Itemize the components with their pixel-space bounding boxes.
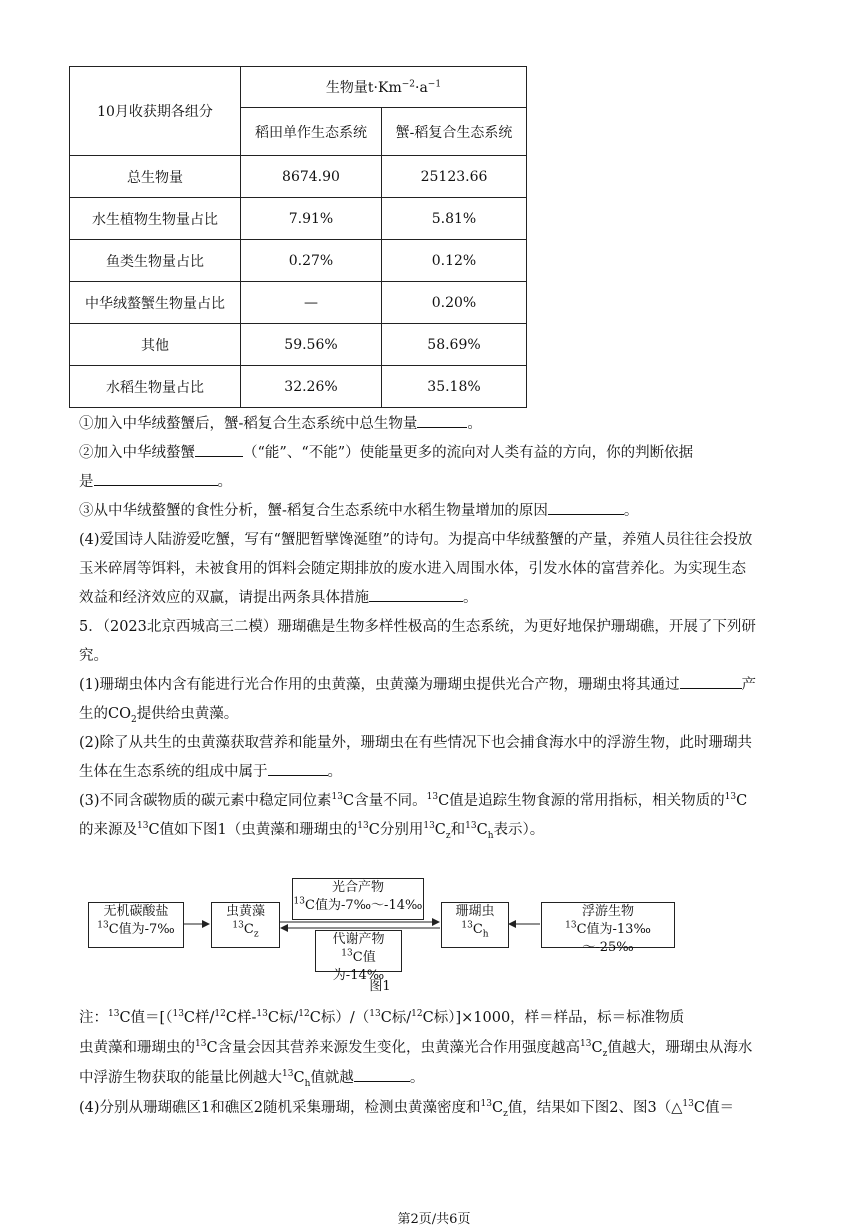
row-label: 其他 xyxy=(70,324,241,366)
row-value-2: 5.81% xyxy=(382,198,527,240)
problem-5-line-2: 究。 xyxy=(79,648,108,664)
row-label: 总生物量 xyxy=(70,156,241,198)
row-value-2: 35.18% xyxy=(382,366,527,408)
question-2-cont: 是 。 xyxy=(79,474,232,490)
sub-1-line-1: (1)珊瑚虫体内含有能进行光合作用的虫黄藻，虫黄藻为珊瑚虫提供光合产物，珊瑚虫将其通过 产 xyxy=(79,677,757,693)
table-col2-header: 蟹-稻复合生态系统 xyxy=(382,108,527,156)
row-value-2: 58.69% xyxy=(382,324,527,366)
row-value-1: 32.26% xyxy=(241,366,382,408)
row-value-2: 0.12% xyxy=(382,240,527,282)
box-photosynthetic-products: 光合产物 $^{13}$C值为-7‰～-14‰ xyxy=(292,878,424,920)
box-zooxanthellae: 虫黄藻 $^{13}C_z$ xyxy=(211,902,280,948)
sub-1-line-2: 生的$CO_2$提供给虫黄藻。 xyxy=(79,706,239,725)
question-2: ②加入中华绒螯蟹 （“能”、“不能”）使能量更多的流向对人类有益的方向，你的判断依据 xyxy=(79,445,694,461)
question-1: ①加入中华绒螯蟹后，蟹-稻复合生态系统中总生物量 。 xyxy=(79,416,482,432)
para-4-line-1: (4)爱国诗人陆游爱吃蟹，写有“蟹肥暂擘馋涎堕”的诗句。为提高中华绒螯蟹的产量，养殖人员往往会投放 xyxy=(79,532,753,548)
table-corner: 10月收获期各组分 xyxy=(70,67,241,156)
box-inorganic-carbonate: 无机碳酸盐 $^{13}$C值为-7‰ xyxy=(88,902,184,948)
row-value-1: — xyxy=(241,282,382,324)
para-4-line-3: 效益和经济效应的双赢，请提出两条具体措施 。 xyxy=(79,590,478,606)
sub-2-line-1: (2)除了从共生的虫黄藻获取营养和能量外，珊瑚虫在有些情况下也会捕食海水中的浮游生物，此时珊瑚共 xyxy=(79,735,753,751)
box-metabolic-products: 代谢产物 $^{13}$C值为-14‰ xyxy=(315,930,402,972)
question-3: ③从中华绒螯蟹的食性分析，蟹-稻复合生态系统中水稻生物量增加的原因 。 xyxy=(79,503,639,519)
row-label: 鱼类生物量占比 xyxy=(70,240,241,282)
row-value-2: 0.20% xyxy=(382,282,527,324)
row-value-1: 59.56% xyxy=(241,324,382,366)
sub-4-line-1: (4)分别从珊瑚礁区1和礁区2随机采集珊瑚，检测虫黄藻密度和$^{13}C_z$值，结果如下图2、图3（△$^{13}$C值＝ xyxy=(79,1099,734,1119)
page-footer: 第2页/共6页 xyxy=(397,1212,471,1227)
para-4-line-2: 玉米碎屑等饵料，未被食用的饵料会随定期排放的废水进入周围水体，引发水体的富营养化。为实现生态 xyxy=(79,561,746,577)
row-value-2: 25123.66 xyxy=(382,156,527,198)
note-2-line-1: 虫黄藻和珊瑚虫的$^{13}$C含量会因其营养来源发生变化，虫黄藻光合作用强度越高$^{13}C_z$值越大，珊瑚虫从海水 xyxy=(79,1039,753,1059)
sub-3-line-2: 的来源及$^{13}$C值如下图1（虫黄藻和珊瑚虫的$^{13}$C分别用$^{13}C_z$和$^{13}C_h$表示）。 xyxy=(79,821,545,841)
note-2-line-2: 中浮游生物获取的能量比例越大$^{13}C_h$值就越 。 xyxy=(79,1069,425,1089)
box-coral-polyp: 珊瑚虫 $^{13}C_h$ xyxy=(441,902,509,948)
row-label: 水生植物生物量占比 xyxy=(70,198,241,240)
answer-blank xyxy=(354,1080,410,1082)
row-value-1: 7.91% xyxy=(241,198,382,240)
problem-5-line-1: 5．（2023北京西城高三二模）珊瑚礁是生物多样性极高的生态系统，为更好地保护珊瑚礁，开展了下列研 xyxy=(79,619,756,635)
row-value-1: 0.27% xyxy=(241,240,382,282)
row-value-1: 8674.90 xyxy=(241,156,382,198)
table-col1-header: 稻田单作生态系统 xyxy=(241,108,382,156)
box-plankton: 浮游生物 $^{13}$C值为-13‰～-25‰ xyxy=(541,902,675,948)
table-group-header: 生物量$t\cdot Km^{-2}\cdot a^{-1}$ xyxy=(241,67,527,108)
note-formula: 注：$^{13}$C值＝[（$^{13}$C样/$^{12}$C样-$^{13}$C标/$^{12}$C标）/（$^{13}$C标/$^{12}$C标）]×1000，样＝样品，标＝标准物质 xyxy=(79,1009,685,1026)
sub-2-line-2: 生体在生态系统的组成中属于 。 xyxy=(79,764,342,780)
row-label: 水稻生物量占比 xyxy=(70,366,241,408)
sub-3-line-1: (3)不同含碳物质的碳元素中稳定同位素$^{13}$C含量不同。$^{13}$C值是追踪生物食源的常用指标，相关物质的$^{13}$C xyxy=(79,792,748,809)
row-label: 中华绒螯蟹生物量占比 xyxy=(70,282,241,324)
figure-1-caption: 图1 xyxy=(369,979,391,994)
